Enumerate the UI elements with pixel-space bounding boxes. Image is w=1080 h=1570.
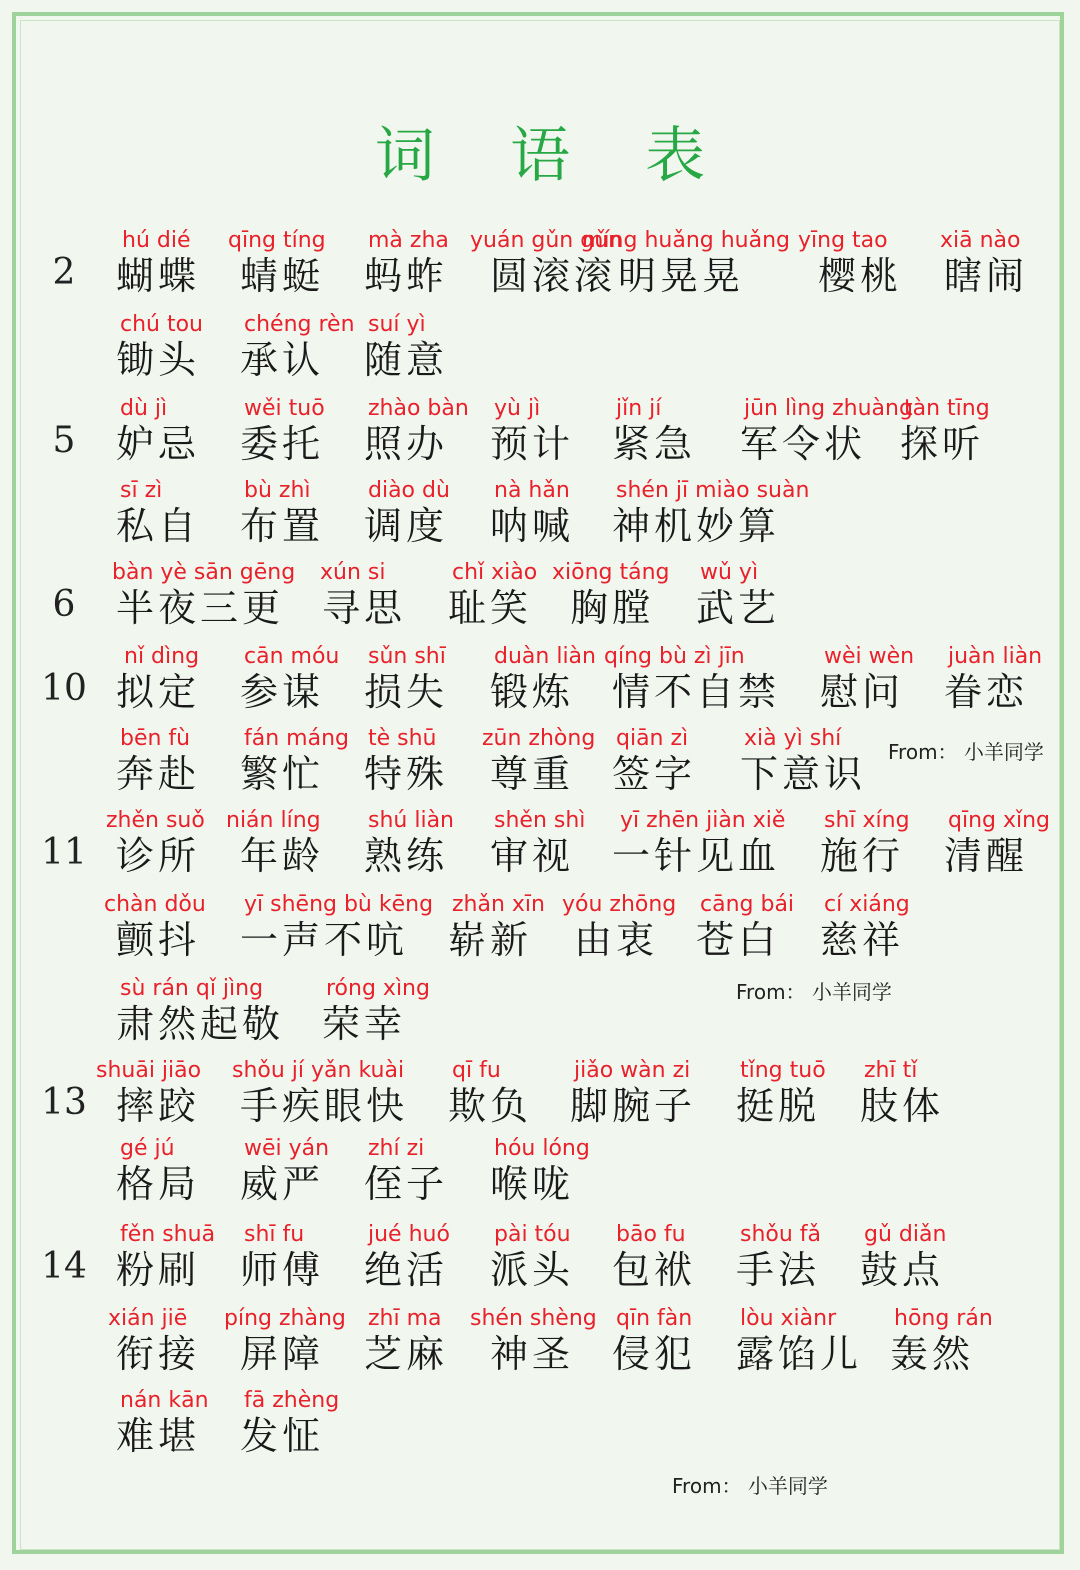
hanzi-word: 签字 [612,752,697,796]
hanzi-word: 一针见血 [612,834,781,878]
pinyin: zūn zhòng [482,726,596,751]
word-entry [612,396,696,466]
pinyin: xiōng táng [552,560,670,585]
pinyin: xián jiē [108,1306,188,1331]
hanzi-word: 明晃晃 [618,254,745,298]
pinyin: nà hǎn [494,478,570,503]
pinyin: nǐ dìng [124,644,200,669]
pinyin: xún si [320,560,386,585]
hanzi-word: 参谋 [240,670,325,714]
hanzi-word: 委托 [240,422,325,466]
hanzi-word: 由衷 [574,918,659,962]
word-entry [364,644,448,714]
hanzi-word: 粉刷 [116,1248,201,1292]
pinyin: tè shū [368,726,437,751]
pinyin: wèi wèn [824,644,915,669]
hanzi-word: 预计 [490,422,575,466]
hanzi-word: 奔赴 [116,752,201,796]
word-entry [116,1136,200,1206]
hanzi-word: 肢体 [860,1084,945,1128]
hanzi-word: 荣幸 [322,1002,407,1046]
hanzi-word: 施行 [820,834,905,878]
pinyin: shī xíng [824,808,910,833]
hanzi-word: 慰问 [820,670,905,714]
hanzi-word: 锻炼 [490,670,575,714]
pinyin: qīng tíng [228,228,326,253]
pinyin: qī fu [452,1058,501,1083]
hanzi-word: 私自 [116,504,201,548]
word-entry [696,560,780,630]
hanzi-word: 瞎闹 [944,254,1029,298]
word-entry [820,808,910,878]
pinyin: xià yì shí [744,726,842,751]
hanzi-word: 蜻蜓 [240,254,325,298]
pinyin: míng huǎng huǎng [582,228,790,253]
pinyin: gé jú [120,1136,175,1161]
pinyin: juàn liàn [948,644,1043,669]
hanzi-word: 肃然起敬 [116,1002,285,1046]
hanzi-word: 发怔 [240,1414,325,1458]
pinyin: nán kān [120,1388,209,1413]
hanzi-word: 清醒 [944,834,1029,878]
hanzi-word: 探听 [900,422,985,466]
hanzi-word: 调度 [364,504,449,548]
pinyin: sù rán qǐ jìng [120,976,264,1001]
pinyin: tǐng tuō [740,1058,826,1083]
watermark-2: From： 小羊同学 [736,980,892,1004]
word-entry [116,644,200,714]
word-entry [944,644,1042,714]
pinyin: yù jì [494,396,541,421]
word-entry [490,1136,590,1206]
word-entry [116,726,200,796]
word-entry [240,1136,329,1206]
word-entry [364,726,448,796]
hanzi-word: 熟练 [364,834,449,878]
word-entry [116,312,203,382]
hanzi-word: 格局 [116,1162,201,1206]
pinyin: qiān zì [616,726,689,751]
word-entry [860,1222,946,1292]
pinyin: diào dù [368,478,450,503]
pinyin: chàn dǒu [104,892,206,917]
hanzi-word: 喉咙 [490,1162,575,1206]
hanzi-word: 下意识 [740,752,867,796]
hanzi-word: 绝活 [364,1248,449,1292]
hanzi-word: 慈祥 [820,918,905,962]
pinyin: chú tou [120,312,204,337]
hanzi-word: 寻思 [322,586,407,630]
word-entry [364,228,449,298]
pinyin: jūn lìng zhuàng [744,396,913,421]
hanzi-word: 损失 [364,670,449,714]
word-entry [900,396,990,466]
word-entry [108,1306,201,1376]
word-entry [104,892,206,962]
lesson-number: 5 [52,420,76,461]
word-entry [116,228,200,298]
lesson-number: 11 [41,832,87,873]
word-entry [448,892,545,962]
pinyin: bàn yè sān gēng [112,560,296,585]
word-entry [116,478,200,548]
hanzi-word: 露馅儿 [736,1332,863,1376]
hanzi-word: 威严 [240,1162,325,1206]
word-entry [364,312,448,382]
pinyin: pài tóu [494,1222,571,1247]
word-entry [116,396,200,466]
hanzi-word: 耻笑 [448,586,533,630]
hanzi-word: 妒忌 [116,422,201,466]
pinyin: fā zhèng [244,1388,340,1413]
watermark-3: From： 小羊同学 [672,1474,828,1498]
pinyin: yīng tao [798,228,888,253]
word-entry [116,1222,215,1292]
hanzi-word: 胸膛 [570,586,655,630]
pinyin: dù jì [120,396,168,421]
pinyin: suí yì [368,312,426,337]
pinyin: wēi yán [244,1136,330,1161]
word-entry [552,560,670,630]
lesson-number: 14 [41,1246,87,1287]
pinyin: shěn shì [494,808,586,833]
word-entry [240,726,349,796]
hanzi-word: 武艺 [696,586,781,630]
pinyin: gǔ diǎn [864,1222,947,1247]
pinyin: shǒu jí yǎn kuài [232,1058,405,1083]
hanzi-word: 锄头 [116,338,201,382]
pinyin: shī fu [244,1222,305,1247]
pinyin: qíng bù zì jīn [604,644,745,669]
hanzi-word: 屏障 [240,1332,325,1376]
word-entry [490,396,574,466]
word-entry [226,808,325,878]
word-entry [482,726,596,796]
word-entry [364,396,469,466]
word-entry [364,478,450,548]
pinyin: cí xiáng [824,892,910,917]
hanzi-word: 苍白 [696,918,781,962]
word-entry [604,644,781,714]
pinyin: yī shēng bù kēng [244,892,434,917]
word-entry [116,1388,209,1458]
word-entry [820,644,914,714]
pinyin: bù zhì [244,478,311,503]
word-entry [820,892,910,962]
hanzi-word: 挺脱 [736,1084,821,1128]
pinyin: duàn liàn [494,644,596,669]
hanzi-word: 摔跤 [116,1084,201,1128]
word-entry [106,808,205,878]
hanzi-word: 手法 [736,1248,821,1292]
word-entry [562,892,677,962]
pinyin: jǐn jí [616,396,662,421]
word-entry [944,808,1050,878]
word-entry [490,808,585,878]
word-entry [740,726,866,796]
word-entry [470,1306,597,1376]
word-entry [364,1222,450,1292]
hanzi-word: 特殊 [364,752,449,796]
pinyin: shén shèng [470,1306,597,1331]
pinyin: hōng rán [894,1306,993,1331]
lesson-number: 13 [41,1082,87,1123]
word-entry [736,1058,826,1128]
hanzi-word: 颤抖 [116,918,201,962]
hanzi-word: 轰然 [890,1332,975,1376]
pinyin: jiǎo wàn zi [574,1058,691,1083]
pinyin: hóu lóng [494,1136,590,1161]
word-entry [490,644,596,714]
pinyin: qīn fàn [616,1306,693,1331]
word-entry [96,1058,202,1128]
hanzi-word: 手疾眼快 [240,1084,409,1128]
word-entry [232,1058,409,1128]
word-entry [582,228,790,298]
word-entry [490,478,574,548]
pinyin: chéng rèn [244,312,355,337]
word-entry [448,560,537,630]
lesson-number: 10 [41,668,87,709]
hanzi-word: 侵犯 [612,1332,697,1376]
word-entry [736,1306,862,1376]
hanzi-word: 诊所 [116,834,201,878]
pinyin: shú liàn [368,808,454,833]
pinyin: zhī ma [368,1306,442,1331]
hanzi-word: 拟定 [116,670,201,714]
pinyin: bāo fu [616,1222,686,1247]
hanzi-word: 神机妙算 [612,504,781,548]
word-entry [364,808,454,878]
pinyin: zhěn suǒ [106,808,205,833]
word-entry [116,976,284,1046]
word-entry [612,478,809,548]
word-entry [612,808,785,878]
word-entry [612,1306,696,1376]
hanzi-word: 审视 [490,834,575,878]
hanzi-word: 鼓点 [860,1248,945,1292]
hanzi-word: 崭新 [448,918,533,962]
word-entry [112,560,296,630]
word-entry [696,892,794,962]
word-entry [860,1058,944,1128]
pinyin: sǔn shī [368,644,446,669]
word-entry [224,1306,346,1376]
word-entry [448,1058,532,1128]
pinyin: mà zha [368,228,449,253]
pinyin: chǐ xiào [452,560,538,585]
page-title: 词 语 表 [374,121,734,191]
pinyin: xiā nào [940,228,1021,253]
pinyin: fěn shuā [120,1222,216,1247]
hanzi-word: 一声不吭 [240,918,409,962]
pinyin: qīng xǐng [948,808,1051,833]
hanzi-word: 欺负 [448,1084,533,1128]
hanzi-word: 布置 [240,504,325,548]
word-entry [490,1222,574,1292]
hanzi-word: 呐喊 [490,504,575,548]
word-entry [240,312,355,382]
pinyin: hú dié [122,228,191,253]
pinyin: cān móu [244,644,340,669]
pinyin: róng xìng [326,976,430,1001]
pinyin: wěi tuō [244,396,325,421]
lesson-number: 2 [52,252,76,293]
hanzi-word: 脚腕子 [570,1084,697,1128]
word-entry [364,1136,448,1206]
pinyin: zhào bàn [368,396,469,421]
word-entry [736,1222,821,1292]
hanzi-word: 衔接 [116,1332,201,1376]
hanzi-word: 樱桃 [818,254,903,298]
pinyin: nián líng [226,808,321,833]
word-entry [798,228,903,298]
word-entry [570,1058,696,1128]
pinyin: yóu zhōng [562,892,677,917]
pinyin: lòu xiànr [740,1306,837,1331]
hanzi-word: 圆滚滚 [490,254,617,298]
pinyin: shén jī miào suàn [616,478,810,503]
hanzi-word: 年龄 [240,834,325,878]
hanzi-word: 芝麻 [364,1332,449,1376]
word-entry [322,560,406,630]
hanzi-word: 半夜三更 [116,586,285,630]
hanzi-word: 繁忙 [240,752,325,796]
pinyin: zhī tǐ [864,1058,918,1083]
pinyin: jué huó [368,1222,450,1247]
hanzi-word: 蚂蚱 [364,254,449,298]
hanzi-word: 紧急 [612,422,697,466]
pinyin: fán máng [244,726,349,751]
word-entry [364,1306,448,1376]
pinyin: sī zì [120,478,163,503]
pinyin: yuán gǔn gǔn [470,228,623,253]
pinyin: yī zhēn jiàn xiě [620,808,786,833]
pinyin: zhí zi [368,1136,425,1161]
pinyin: bēn fù [120,726,191,751]
word-entry [240,644,339,714]
word-entry [240,1222,324,1292]
word-entry [890,1306,993,1376]
hanzi-word: 蝴蝶 [116,254,201,298]
word-entry [322,976,430,1046]
lesson-number: 6 [52,584,76,625]
pinyin: tàn tīng [904,396,990,421]
hanzi-word: 军令状 [740,422,867,466]
pinyin: zhǎn xīn [452,892,545,917]
word-entry [228,228,326,298]
hanzi-word: 包袱 [612,1248,697,1292]
hanzi-word: 师傅 [240,1248,325,1292]
hanzi-word: 情不自禁 [612,670,781,714]
pinyin: shuāi jiāo [96,1058,202,1083]
pinyin: shǒu fǎ [740,1222,822,1247]
hanzi-word: 随意 [364,338,449,382]
word-entry [740,396,913,466]
pinyin: píng zhàng [224,1306,346,1331]
word-entry [612,1222,696,1292]
hanzi-word: 眷恋 [944,670,1029,714]
hanzi-word: 承认 [240,338,325,382]
word-entry [240,892,433,962]
pinyin: cāng bái [700,892,795,917]
word-entry [240,1388,339,1458]
word-entry [940,228,1029,298]
word-entry [612,726,696,796]
word-entry [240,396,325,466]
hanzi-word: 难堪 [116,1414,201,1458]
watermark-1: From： 小羊同学 [888,740,1044,764]
hanzi-word: 派头 [490,1248,575,1292]
pinyin: wǔ yì [700,560,759,585]
hanzi-word: 照办 [364,422,449,466]
hanzi-word: 尊重 [490,752,575,796]
hanzi-word: 神圣 [490,1332,575,1376]
hanzi-word: 侄子 [364,1162,449,1206]
word-entry [240,478,324,548]
